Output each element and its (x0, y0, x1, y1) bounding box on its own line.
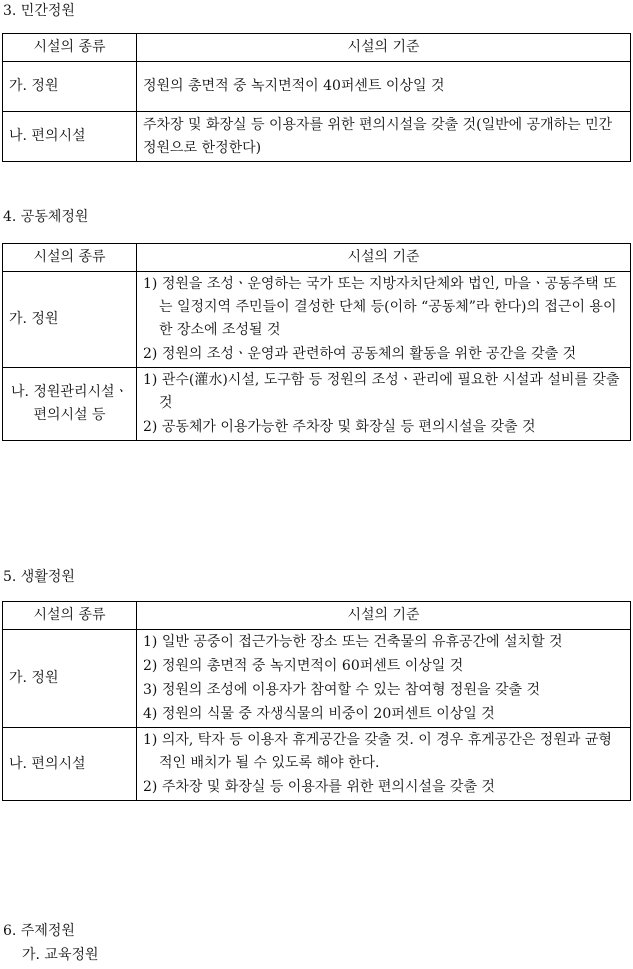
row-standard (137, 62, 631, 112)
table-header-row (3, 602, 631, 630)
standard-item: 2) 정원의 조성ㆍ운영과 관련하여 공동체의 활동을 위한 공간을 갖출 것 (143, 346, 577, 362)
standard-item: 1) 의자, 탁자 등 이용자 휴게공간을 갖출 것. 이 경우 휴게공간은 정원과 균형적인 배치가 될 수 있도록 해야 한다. (143, 732, 612, 771)
table-row (3, 728, 631, 801)
row-category: 가. 정원 (3, 62, 137, 112)
standard-item: 주차장 및 화장실 등 이용자를 위한 편의시설을 갖출 것(일반에 공개하는 민간정원으로 한정한다) (143, 116, 613, 156)
table-row (3, 630, 631, 728)
header-facility-standard: 시설의 기준 (137, 602, 631, 630)
row-category: 나. 정원관리시설ㆍ편의시설 등 (3, 368, 137, 441)
row-standard (137, 728, 631, 801)
header-facility-type: 시설의 종류 (3, 34, 137, 62)
header-facility-standard: 시설의 기준 (137, 244, 631, 272)
standard-item: 1) 일반 공중이 접근가능한 장소 또는 건축물의 유휴공간에 설치할 것 (143, 634, 563, 650)
table-private-garden (2, 33, 631, 162)
table-living-garden (2, 601, 631, 801)
section-heading-private-garden: 3. 민간정원 (3, 3, 75, 19)
table-row (3, 272, 631, 368)
standard-item: 1) 관수(灌水)시설, 도구함 등 정원의 조성ㆍ관리에 필요한 시설과 설비를 갖출 것 (143, 372, 620, 411)
subheading-education-garden: 가. 교육정원 (22, 947, 99, 963)
row-category: 나. 편의시설 (3, 728, 137, 801)
header-facility-standard: 시설의 기준 (137, 34, 631, 62)
row-standard (137, 272, 631, 368)
row-category: 가. 정원 (3, 272, 137, 368)
header-facility-type: 시설의 종류 (3, 602, 137, 630)
table-row (3, 62, 631, 112)
standard-item: 3) 정원의 조성에 이용자가 참여할 수 있는 참여형 정원을 갖출 것 (143, 682, 540, 698)
section-heading-living-garden: 5. 생활정원 (3, 569, 75, 585)
header-facility-type: 시설의 종류 (3, 244, 137, 272)
row-standard (137, 112, 631, 162)
standard-item: 4) 정원의 식물 중 자생식물의 비중이 20퍼센트 이상일 것 (143, 706, 495, 722)
table-row (3, 368, 631, 441)
table-header-row (3, 244, 631, 272)
table-community-garden (2, 243, 631, 441)
table-row (3, 112, 631, 162)
standard-item: 1) 정원을 조성ㆍ운영하는 국가 또는 지방자치단체와 법인, 마을ㆍ공동주택 또는 일정지역 주민들이 결성한 단체 등(이하 “공동체”라 한다)의 접근이 용이한 장소에 조성될 것 (143, 276, 617, 338)
section-heading-theme-garden: 6. 주제정원 (3, 923, 75, 939)
section-heading-community-garden: 4. 공동체정원 (3, 209, 89, 225)
standard-item: 2) 공동체가 이용가능한 주차장 및 화장실 등 편의시설을 갖출 것 (143, 419, 536, 435)
standard-item: 2) 정원의 총면적 중 녹지면적이 60퍼센트 이상일 것 (143, 658, 464, 674)
row-standard (137, 368, 631, 441)
row-standard (137, 630, 631, 728)
row-category: 가. 정원 (3, 630, 137, 728)
table-header-row (3, 34, 631, 62)
standard-item: 2) 주차장 및 화장실 등 이용자를 위한 편의시설을 갖출 것 (143, 779, 495, 795)
standard-item: 정원의 총면적 중 녹지면적이 40퍼센트 이상일 것 (143, 78, 445, 94)
row-category: 나. 편의시설 (3, 112, 137, 162)
